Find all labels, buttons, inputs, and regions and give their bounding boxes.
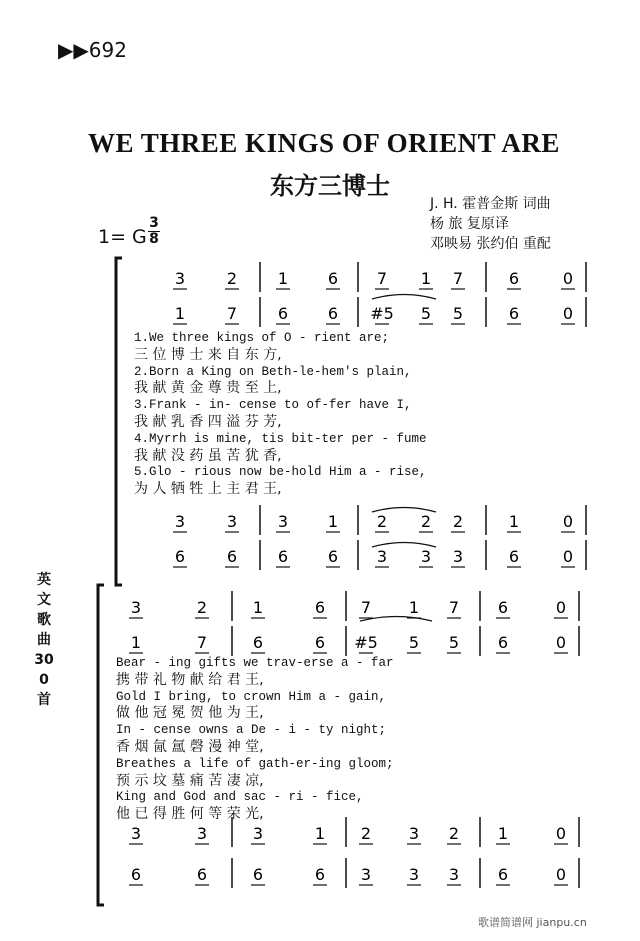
note: 7 bbox=[360, 598, 372, 617]
lyric-line: 我 献 黄 金 尊 贵 至 上, bbox=[134, 380, 282, 397]
key-signature: 1= G bbox=[98, 226, 147, 248]
note: 6 bbox=[174, 547, 186, 566]
note: 7 bbox=[452, 269, 464, 288]
note: 3 bbox=[174, 512, 186, 531]
note: 2 bbox=[420, 512, 432, 531]
note: 3 bbox=[452, 547, 464, 566]
note: 0 bbox=[555, 598, 567, 617]
note: 7 bbox=[196, 633, 208, 652]
note: 3 bbox=[174, 269, 186, 288]
credit-composer: J. H. 霍普金斯 词曲 bbox=[430, 196, 551, 212]
note: 3 bbox=[130, 598, 142, 617]
lyric-line: Bear - ing gifts we trav-erse a - far bbox=[116, 656, 394, 670]
side-label: 英文歌曲300首 bbox=[34, 572, 54, 708]
note: 3 bbox=[420, 547, 432, 566]
page-number: ▶▶692 bbox=[58, 38, 127, 62]
note: 7 bbox=[448, 598, 460, 617]
note: 6 bbox=[314, 598, 326, 617]
lyric-line: 携 带 礼 物 献 给 君 王, bbox=[116, 671, 264, 688]
lyric-line: 5.Glo - rious now be-hold Him a - rise, bbox=[134, 465, 427, 480]
lyric-line: In - cense owns a De - i - ty night; bbox=[116, 723, 387, 738]
lyric-line: 做 他 冠 冕 贺 他 为 王, bbox=[116, 705, 264, 722]
system2-lyrics bbox=[116, 655, 394, 823]
note: 2 bbox=[448, 824, 460, 843]
note: 1 bbox=[277, 269, 289, 288]
note: 5 bbox=[408, 633, 420, 652]
note: 6 bbox=[497, 598, 509, 617]
lyric-line: Gold I bring, to crown Him a - gain, bbox=[116, 689, 387, 704]
lyric-line: 4.Myrrh is mine, tis bit-ter per - fume bbox=[134, 431, 427, 446]
title-english: WE THREE KINGS OF ORIENT ARE bbox=[88, 128, 560, 158]
note: 2 bbox=[376, 512, 388, 531]
note: 1 bbox=[327, 512, 339, 531]
note: 1 bbox=[314, 824, 326, 843]
note: 1 bbox=[420, 269, 432, 288]
note: 0 bbox=[562, 269, 574, 288]
note: 1 bbox=[408, 598, 420, 617]
note: 3 bbox=[360, 865, 372, 884]
note: 6 bbox=[327, 304, 339, 323]
note: 1 bbox=[497, 824, 509, 843]
lyric-line: 香 烟 氤 氲 磬 漫 神 堂, bbox=[116, 738, 264, 755]
note: 6 bbox=[508, 304, 520, 323]
note: 6 bbox=[327, 269, 339, 288]
lyric-line: 预 示 坟 墓 痛 苦 凄 凉, bbox=[116, 772, 264, 789]
note: 3 bbox=[376, 547, 388, 566]
note: 2 bbox=[452, 512, 464, 531]
note: 1 bbox=[508, 512, 520, 531]
lyric-line: King and God and sac - ri - fice, bbox=[116, 790, 364, 805]
note: 1 bbox=[252, 598, 264, 617]
time-signature-top: 3 bbox=[149, 215, 159, 231]
note: 6 bbox=[277, 304, 289, 323]
slur bbox=[360, 617, 432, 622]
system1-lyrics bbox=[134, 330, 427, 498]
note: 6 bbox=[277, 547, 289, 566]
note: 0 bbox=[562, 547, 574, 566]
note: 6 bbox=[252, 633, 264, 652]
title-chinese: 东方三博士 bbox=[270, 172, 390, 200]
note: 6 bbox=[314, 865, 326, 884]
note: 6 bbox=[196, 865, 208, 884]
time-signature-bottom: 8 bbox=[149, 231, 159, 247]
lyric-line: 2.Born a King on Beth-le-hem's plain, bbox=[134, 364, 412, 379]
system2-bracket bbox=[98, 585, 104, 905]
note: 0 bbox=[562, 512, 574, 531]
note: 6 bbox=[252, 865, 264, 884]
note: 6 bbox=[497, 633, 509, 652]
note: 6 bbox=[327, 547, 339, 566]
note: 0 bbox=[562, 304, 574, 323]
note: 0 bbox=[555, 633, 567, 652]
lyric-line: 三 位 博 士 来 自 东 方, bbox=[134, 346, 282, 363]
note: 6 bbox=[314, 633, 326, 652]
note: #5 bbox=[370, 304, 394, 323]
note: 2 bbox=[226, 269, 238, 288]
note: 1 bbox=[130, 633, 142, 652]
slur bbox=[372, 295, 436, 300]
note: 2 bbox=[360, 824, 372, 843]
note: 3 bbox=[226, 512, 238, 531]
note: 3 bbox=[408, 865, 420, 884]
note: 7 bbox=[226, 304, 238, 323]
note: 3 bbox=[130, 824, 142, 843]
note: 2 bbox=[196, 598, 208, 617]
credit-arranger: 邓映易 张约伯 重配 bbox=[430, 236, 551, 252]
lyric-line: Breathes a life of gath-er-ing gloom; bbox=[116, 756, 394, 771]
note: 6 bbox=[497, 865, 509, 884]
note: 0 bbox=[555, 824, 567, 843]
note: 5 bbox=[448, 633, 460, 652]
note: 3 bbox=[448, 865, 460, 884]
note: 7 bbox=[376, 269, 388, 288]
note: #5 bbox=[354, 633, 378, 652]
note: 3 bbox=[196, 824, 208, 843]
note: 5 bbox=[420, 304, 432, 323]
footer-watermark: 歌谱简谱网 jianpu.cn bbox=[478, 916, 587, 929]
lyric-line: 我 献 没 药 虽 苦 犹 香, bbox=[134, 447, 282, 464]
note: 6 bbox=[508, 269, 520, 288]
lyric-line: 为 人 牺 牲 上 主 君 王, bbox=[134, 481, 282, 498]
lyric-line: 他 已 得 胜 何 等 荣 光, bbox=[116, 806, 264, 823]
lyric-line: 我 献 乳 香 四 溢 芬 芳, bbox=[134, 413, 282, 430]
system1-bracket bbox=[116, 258, 122, 585]
note: 3 bbox=[277, 512, 289, 531]
credit-translator: 杨 旅 复原译 bbox=[430, 216, 509, 232]
note: 6 bbox=[130, 865, 142, 884]
note: 5 bbox=[452, 304, 464, 323]
note: 6 bbox=[226, 547, 238, 566]
note: 0 bbox=[555, 865, 567, 884]
note: 1 bbox=[174, 304, 186, 323]
note: 6 bbox=[508, 547, 520, 566]
note: 3 bbox=[408, 824, 420, 843]
note: 3 bbox=[252, 824, 264, 843]
lyric-line: 1.We three kings of O - rient are; bbox=[134, 331, 390, 345]
lyric-line: 3.Frank - in- cense to of-fer have I, bbox=[134, 398, 412, 413]
